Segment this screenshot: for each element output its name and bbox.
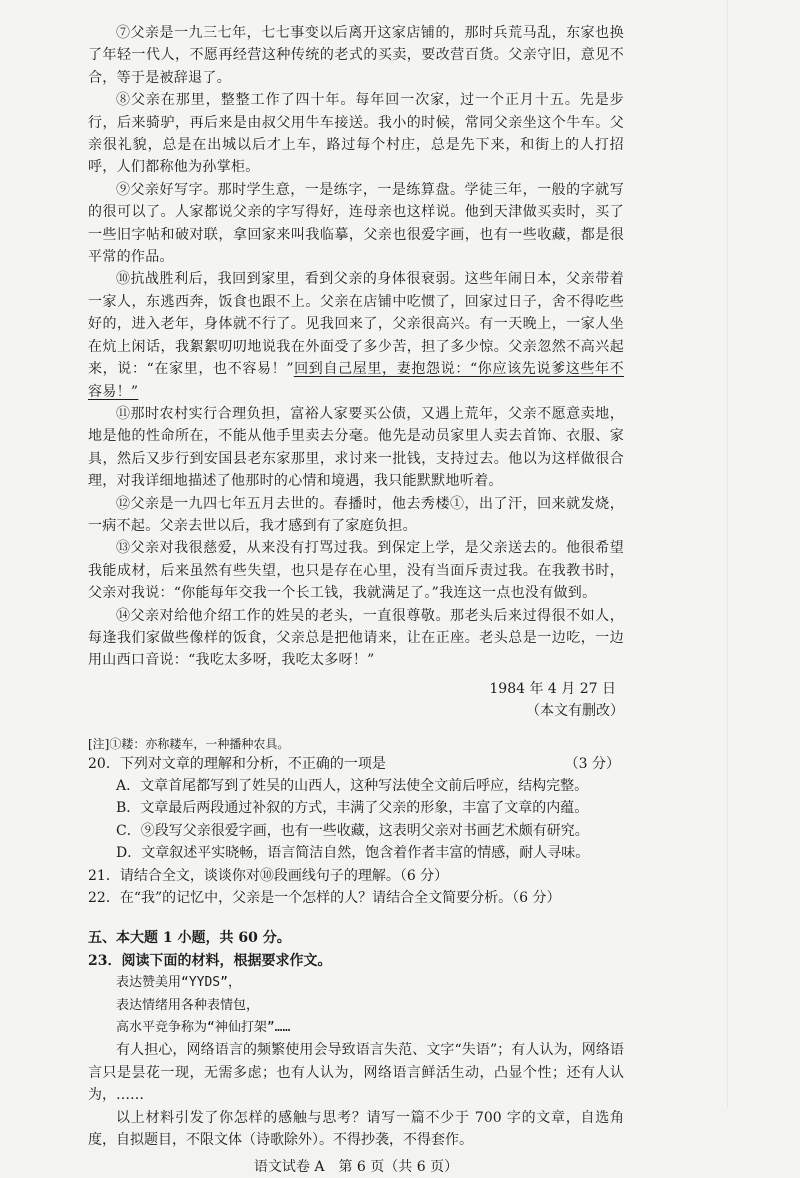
option-a: A．文章首尾都写到了姓吴的山西人，这种写法使全文前后呼应，结构完整。: [116, 778, 589, 794]
paragraph-14: ⑭父亲对给他介绍工作的姓吴的老头，一直很尊敬。那老头后来过得很不如人，每逢我们家做些像样的饭食，父亲总是把他请来，让在正座。老头总是一边吃，一边用山西口音说：“我吃太多呀，我吃太多呀！”: [88, 607, 624, 669]
material-paragraph: 有人担心，网络语言的频繁使用会导致语言失范、文字“失语”；有人认为，网络语言只是昙花一现，无需多虑；也有人认为，网络语言鲜活生动，凸显个性；还有人认为，……: [88, 1042, 624, 1104]
paragraph-8: ⑧父亲在那里，整整工作了四十年。每年回一次家，过一个正月十五。先是步行，后来骑驴，再后来是由叔父用牛车接送。我小的时候，常同父亲坐这个牛车。父亲很礼貌，总是在出城以后才上车，路过每个村庄，总是先下来，和街上的人打招呼，人们都称他为孙掌柜。: [88, 92, 624, 176]
quote-line-2: 表达情绪用各种表情包，: [116, 997, 260, 1013]
requirement-paragraph: 以上材料引发了你怎样的感触与思考？请写一篇不少于 700 字的文章，自选角度，自拟题目，不限文体（诗歌除外）。不得抄袭，不得套作。: [88, 1109, 624, 1149]
edit-note: （本文有删改）: [526, 703, 624, 720]
question-20-text: 20．下列对文章的理解和分析，不正确的一项是: [88, 755, 386, 772]
question-20-score: （3 分）: [564, 755, 620, 772]
paragraph-13: ⑬父亲对我很慈爱，从来没有打骂过我。到保定上学，是父亲送去的。他很希望我能成材，后来虽然有些失望，也只是存在心里，没有当面斥责过我。在我教书时，父亲对我说：“你能每年交我一个长工钱，我就满足了。”我连这一点也没有做到。: [88, 540, 624, 602]
section-5-heading: 五、本大题 1 小题，共 60 分。: [88, 930, 291, 947]
paragraph-10: [88, 268, 624, 402]
page-footer: 语文试卷 A 第 6 页（共 6 页）: [253, 1158, 459, 1175]
scan-edge: [727, 0, 728, 1108]
paragraph-10-text: ⑩抗战胜利后，我回到家里，看到父亲的身体很衰弱。这些年闹日本，父亲带着一家人，东逃西奔，饭食也跟不上。父亲在店铺中吃惯了，回家过日子，舍不得吃些好的，进入老年，身体就不行了。见我回来了，父亲很高兴。有一天晚上，一家人坐在炕上闲话，我絮絮叨叨地说我在外面受了多少苦，担了多少惊。父亲忽然不高兴起来，说：“在家里，也不容易！”: [88, 271, 624, 378]
option-c: C．⑨段写父亲很爱字画，也有一些收藏，这表明父亲对书画艺术颇有研究。: [116, 822, 589, 839]
question-22: 22．在“我”的记忆中，父亲是一个怎样的人？请结合全文简要分析。（6 分）: [88, 890, 561, 907]
article-date: 1984 年 4 月 27 日: [489, 680, 616, 697]
footnote: [注]①耧：亦称耧车，一种播种农具。: [88, 736, 290, 751]
paragraph-11: ⑪那时农村实行合理负担，富裕人家要买公债，又遇上荒年，父亲不愿意卖地，地是他的性命所在，不能从他手里卖去分毫。他先是动员家里人卖去首饰、衣服、家具，然后又步行到安国县老东家那里，求讨来一批钱，支持过去。他以为这样做很合理，对我详细地描述了他那时的心情和境遇，我只能默默地听着。: [88, 405, 624, 490]
page-content: [88, 22, 624, 1178]
question-21: 21．请结合全文，谈谈你对⑩段画线句子的理解。（6 分）: [88, 867, 449, 884]
question-20: [88, 753, 624, 775]
question-23: 23．阅读下面的材料，根据要求作文。: [88, 952, 332, 969]
underlined-sentence: 回到自己屋里，妻抱怨说：“你应该先说爹这些年不容易！”: [88, 361, 624, 400]
option-b: B．文章最后两段通过补叙的方式，丰满了父亲的形象，丰富了文章的内蕴。: [116, 800, 589, 817]
quote-line-1: 表达赞美用“YYDS”，: [116, 975, 241, 991]
option-d: D．文章叙述平实晓畅，语言简洁自然，饱含着作者丰富的情感，耐人寻味。: [116, 845, 590, 862]
paragraph-7: ⑦父亲是一九三七年，七七事变以后离开这家店铺的，那时兵荒马乱，东家也换了年轻一代人，不愿再经营这种传统的老式的买卖，要改营百货。父亲守旧，意见不合，等于是被辞退了。: [88, 25, 624, 86]
paragraph-9: ⑨父亲好写字。那时学生意，一是练字，一是练算盘。学徒三年，一般的字就写的很可以了。人家都说父亲的字写得好，连母亲也这样说。他到天津做买卖时，买了一些旧字帖和破对联，拿回家来叫我临摹，父亲也很爱字画，也有一些收藏，都是很平常的作品。: [88, 181, 624, 266]
paragraph-12: ⑫父亲是一九四七年五月去世的。春播时，他去秀楼①，出了汗，回来就发烧，一病不起。父亲去世以后，我才感到有了家庭负担。: [88, 495, 624, 534]
quote-line-3: 高水平竞争称为“神仙打架”……: [116, 1020, 291, 1036]
